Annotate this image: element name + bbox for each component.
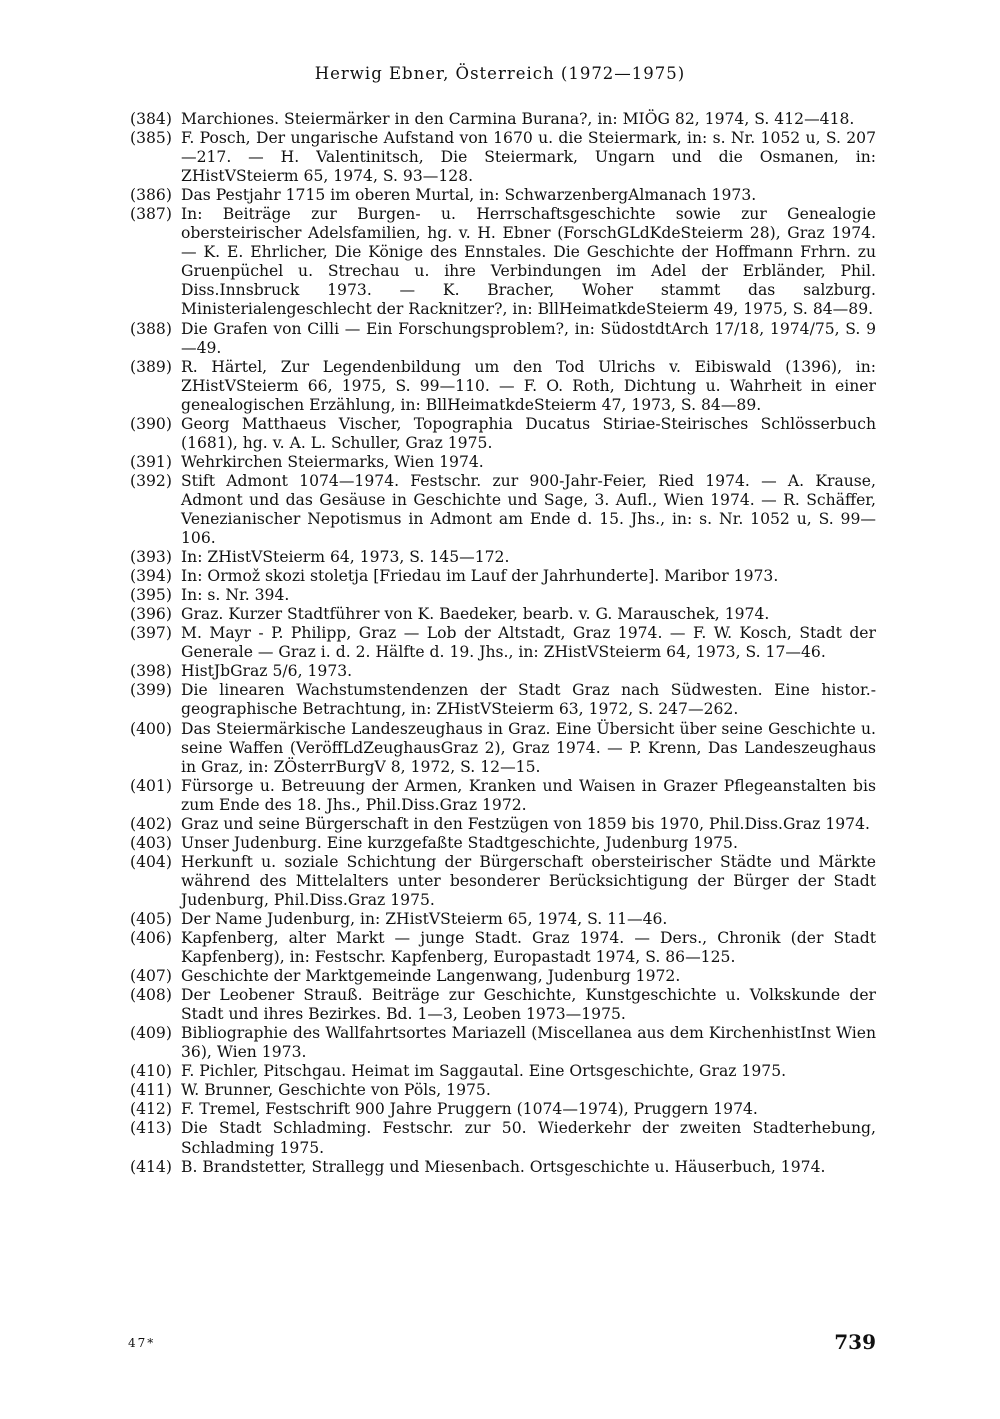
entry-text: Die linearen Wachstumstendenzen der Stadt Graz nach Südwesten. Eine histor.-geographische Betrachtung, in: ZHistVSteierm 63, 1972, S. 247—262. <box>181 681 876 719</box>
entry-text: F. Posch, Der ungarische Aufstand von 1670 u. die Steiermark, in: s. Nr. 1052 u, S. 207—217. — H. Valentinitsch, Die Steiermark, Ungarn und die Osmanen, in: ZHistVSteierm 65, 1974, S. 93—128. <box>181 129 876 186</box>
bibliography-entry <box>130 910 876 929</box>
entry-text: HistJbGraz 5/6, 1973. <box>181 662 353 681</box>
entry-number: (384) <box>130 110 172 128</box>
bibliography-entry <box>130 662 876 681</box>
entry-text: Unser Judenburg. Eine kurzgefaßte Stadtgeschichte, Judenburg 1975. <box>181 833 738 852</box>
entry-text: R. Härtel, Zur Legendenbildung um den Tod Ulrichs v. Eibiswald (1396), in: ZHistVSteierm 66, 1975, S. 99—110. — F. O. Roth, Dichtung u. Wahrheit in einer genealogischen Erzählung, in: BllHeimatkdeSteierm 47, 1973, S. 84—89. <box>181 357 876 414</box>
entry-text: Geschichte der Marktgemeinde Langenwang, Judenburg 1972. <box>181 967 681 986</box>
bibliography-entry <box>130 567 876 586</box>
bibliography-entry <box>130 681 876 719</box>
bibliography-entry <box>130 967 876 986</box>
entry-number: (408) <box>130 986 172 1005</box>
page-number: 739 <box>834 1330 876 1354</box>
entry-number: (398) <box>130 662 172 681</box>
entry-number: (402) <box>130 814 172 833</box>
entry-text: B. Brandstetter, Strallegg und Miesenbach. Ortsgeschichte u. Häuserbuch, 1974. <box>181 1157 826 1176</box>
entry-text: Die Grafen von Cilli — Ein Forschungsproblem?, in: SüdostdtArch 17/18, 1974/75, S. 9—49. <box>181 319 876 357</box>
bibliography-entry <box>130 1100 876 1119</box>
bibliography-entry <box>130 358 876 415</box>
entry-text: In: ZHistVSteierm 64, 1973, S. 145—172. <box>181 548 510 567</box>
signature-mark: 47* <box>128 1336 156 1350</box>
entry-text: Der Leobener Strauß. Beiträge zur Geschichte, Kunstgeschichte u. Volkskunde der Stadt und ihres Bezirkes. Bd. 1—3, Leoben 1973—1975. <box>181 986 876 1024</box>
bibliography-entry <box>130 624 876 662</box>
entry-text: In: Beiträge zur Burgen- u. Herrschaftsgeschichte sowie zur Genealogie obersteirischer Adelsfamilien, hg. v. H. Ebner (ForschGLdKdeSteierm 28), Graz 1974. — K. E. Ehrlicher, Die Könige des Ennstales. Die Geschichte der Hoffmann Frhrn. zu Gruenpüchel u. Strechau u. ihre Verbindungen im Adel der Erbländer, Phil. Diss.Innsbruck 1973. — K. Bracher, Woher stammt das salzburg. Ministerialengeschlecht der Racknitzer?, in: BllHeimatkdeSteierm 49, 1975, S. 84—89. <box>181 205 876 319</box>
entry-number: (395) <box>130 586 172 605</box>
entry-number: (409) <box>130 1024 172 1043</box>
entry-number: (413) <box>130 1119 172 1138</box>
bibliography-entry <box>130 1158 876 1177</box>
bibliography-entry <box>130 986 876 1024</box>
bibliography-entry <box>130 415 876 453</box>
bibliography-entry <box>130 605 876 624</box>
entry-text: Kapfenberg, alter Markt — junge Stadt. Graz 1974. — Ders., Chronik (der Stadt Kapfenberg), in: Festschr. Kapfenberg, Europastadt 1974, S. 86—125. <box>181 929 876 967</box>
entry-number: (399) <box>130 681 172 700</box>
entry-number: (396) <box>130 605 172 624</box>
bibliography-entry <box>130 548 876 567</box>
entry-number: (390) <box>130 414 172 433</box>
entry-text: Stift Admont 1074—1974. Festschr. zur 900-Jahr-Feier, Ried 1974. — A. Krause, Admont und das Gesäuse in Geschichte und Sage, 3. Aufl., Wien 1974. — R. Schäffer, Venezianischer Nepotismus in Admont am Ende d. 15. Jhs., in: s. Nr. 1052 u, S. 99—106. <box>181 471 876 548</box>
bibliography-entry <box>130 586 876 605</box>
entry-number: (391) <box>130 452 172 471</box>
entry-number: (400) <box>130 719 172 738</box>
bibliography-entry <box>130 720 876 777</box>
entry-number: (401) <box>130 776 172 795</box>
bibliography-entry <box>130 834 876 853</box>
bibliography-entry <box>130 853 876 910</box>
entry-text: Wehrkirchen Steiermarks, Wien 1974. <box>181 452 484 471</box>
entry-number: (405) <box>130 909 172 928</box>
entry-number: (394) <box>130 567 172 586</box>
bibliography-entry <box>130 186 876 205</box>
entry-number: (388) <box>130 319 172 338</box>
entry-number: (393) <box>130 548 172 567</box>
entry-text: In: Ormož skozi stoletja [Friedau im Lauf der Jahrhunderte]. Maribor 1973. <box>181 567 779 586</box>
entry-number: (410) <box>130 1062 172 1081</box>
entry-text: Graz. Kurzer Stadtführer von K. Baedeker, bearb. v. G. Marauschek, 1974. <box>181 605 770 624</box>
running-header: Herwig Ebner, Österreich (1972—1975) <box>314 64 686 83</box>
entry-text: F. Tremel, Festschrift 900 Jahre Pruggern (1074—1974), Pruggern 1974. <box>181 1100 758 1119</box>
entry-text: F. Pichler, Pitschgau. Heimat im Saggautal. Eine Ortsgeschichte, Graz 1975. <box>181 1062 787 1081</box>
entry-number: (403) <box>130 833 172 852</box>
entry-text: Georg Matthaeus Vischer, Topographia Ducatus Stiriae-Steirisches Schlösserbuch (1681), hg. v. A. L. Schuller, Graz 1975. <box>181 414 876 452</box>
entry-number: (414) <box>130 1157 172 1176</box>
bibliography-entry <box>130 453 876 472</box>
entry-number: (407) <box>130 967 172 986</box>
entry-number: (404) <box>130 852 172 871</box>
entry-number: (389) <box>130 357 172 376</box>
entry-number: (386) <box>130 186 172 205</box>
entry-text: In: s. Nr. 394. <box>181 586 290 605</box>
entry-number: (387) <box>130 205 172 224</box>
entry-number: (385) <box>130 129 172 148</box>
entry-number: (392) <box>130 471 172 490</box>
entry-number: (406) <box>130 929 172 948</box>
entry-text: W. Brunner, Geschichte von Pöls, 1975. <box>181 1081 491 1100</box>
entry-text: Der Name Judenburg, in: ZHistVSteierm 65, 1974, S. 11—46. <box>181 909 668 928</box>
bibliography-entry <box>130 929 876 967</box>
bibliography-list <box>130 110 876 1177</box>
bibliography-entry <box>130 1119 876 1157</box>
entry-number: (411) <box>130 1081 172 1100</box>
entry-number: (397) <box>130 624 172 643</box>
entry-text: Herkunft u. soziale Schichtung der Bürgerschaft obersteirischer Städte und Märkte während des Mittelalters unter besonderer Berücksichtigung der Bürger der Stadt Judenburg, Phil.Diss.Graz 1975. <box>181 852 876 909</box>
entry-text: Das Steiermärkische Landeszeughaus in Graz. Eine Übersicht über seine Geschichte u. seine Waffen (VeröffLdZeughausGraz 2), Graz 1974. — P. Krenn, Das Landeszeughaus in Graz, in: ZÖsterrBurgV 8, 1972, S. 12—15. <box>181 719 876 776</box>
bibliography-entry <box>130 110 876 129</box>
bibliography-entry <box>130 129 876 186</box>
entry-text: Bibliographie des Wallfahrtsortes Mariazell (Miscellanea aus dem KirchenhistInst Wien 36), Wien 1973. <box>181 1024 876 1062</box>
bibliography-entry <box>130 320 876 358</box>
entry-text: Das Pestjahr 1715 im oberen Murtal, in: SchwarzenbergAlmanach 1973. <box>181 186 757 205</box>
entry-number: (412) <box>130 1100 172 1119</box>
entry-text: Fürsorge u. Betreuung der Armen, Kranken und Waisen in Grazer Pflegeanstalten bis zum Ende des 18. Jhs., Phil.Diss.Graz 1972. <box>181 776 876 814</box>
bibliography-entry <box>130 1062 876 1081</box>
bibliography-entry <box>130 1024 876 1062</box>
bibliography-entry <box>130 1081 876 1100</box>
entry-text: M. Mayr - P. Philipp, Graz — Lob der Altstadt, Graz 1974. — F. W. Kosch, Stadt der Generale — Graz i. d. 2. Hälfte d. 19. Jhs., in: ZHistVSteierm 64, 1973, S. 17—46. <box>181 624 876 662</box>
bibliography-entry <box>130 205 876 319</box>
bibliography-entry <box>130 815 876 834</box>
bibliography-entry <box>130 777 876 815</box>
entry-text: Graz und seine Bürgerschaft in den Festzügen von 1859 bis 1970, Phil.Diss.Graz 1974. <box>181 814 870 833</box>
bibliography-entry <box>130 472 876 548</box>
entry-text: Marchiones. Steiermärker in den Carmina Burana?, in: MIÖG 82, 1974, S. 412—418. <box>181 110 855 128</box>
entry-text: Die Stadt Schladming. Festschr. zur 50. Wiederkehr der zweiten Stadterhebung, Schladming 1975. <box>181 1119 876 1157</box>
